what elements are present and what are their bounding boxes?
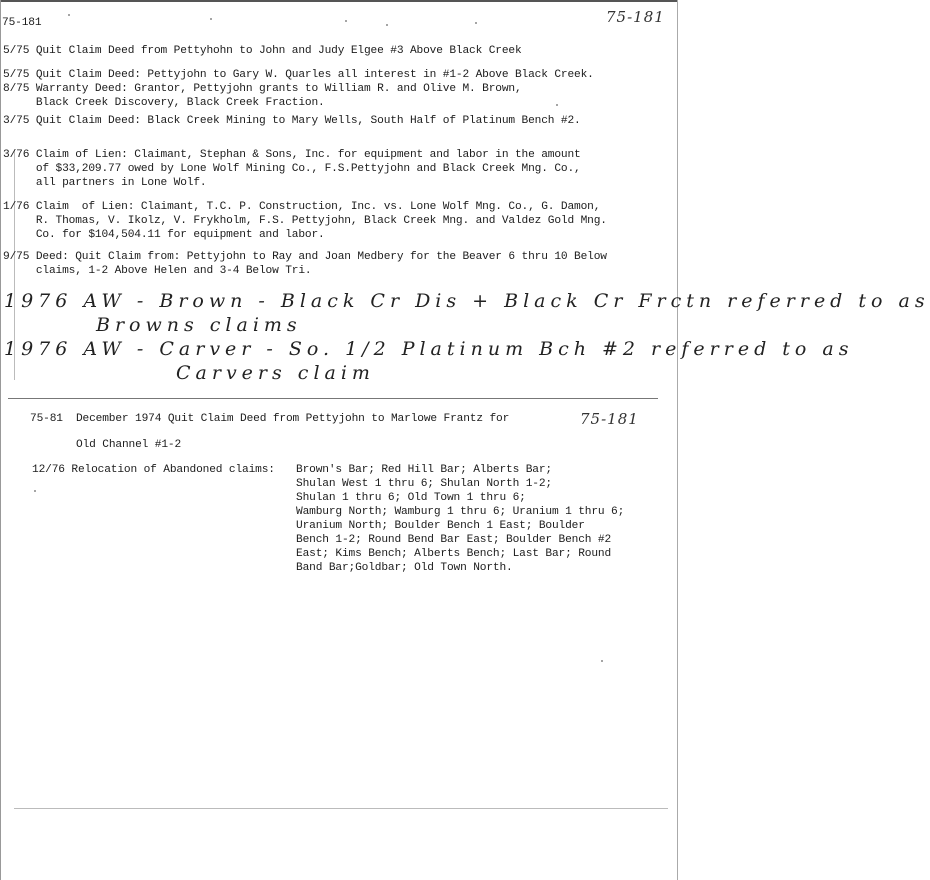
entry-line: R. Thomas, V. Ikolz, V. Frykholm, F.S. Pettyjohn, Black Creek Mng. and Valdez Gold Mng.	[3, 215, 607, 227]
page-right-border	[677, 0, 678, 880]
entry-line: 3/76 Claim of Lien: Claimant, Stephan & Sons, Inc. for equipment and labor in the amount	[3, 149, 581, 161]
document-code: 75-181	[2, 17, 42, 29]
entry-line: 9/75 Deed: Quit Claim from: Pettyjohn to Ray and Joan Medbery for the Beaver 6 thru 10 Below	[3, 251, 607, 263]
relocation-line: East; Kims Bench; Alberts Bench; Last Bar; Round	[296, 548, 612, 560]
entry-line: 8/75 Warranty Deed: Grantor, Pettyjohn grants to William R. and Olive M. Brown,	[3, 83, 522, 95]
relocation-line: Uranium North; Boulder Bench 1 East; Boulder	[296, 520, 585, 532]
handwritten-note-carver: 1976 AW - Carver - So. 1/2 Platinum Bch #2 referred to as	[4, 338, 854, 360]
scan-speck	[601, 660, 603, 662]
entry-line: all partners in Lone Wolf.	[3, 177, 207, 189]
scan-speck	[34, 490, 36, 492]
section-divider	[8, 398, 658, 399]
relocation-line: Bench 1-2; Round Bend Bar East; Boulder Bench #2	[296, 534, 612, 546]
lower-heading: 75-81 December 1974 Quit Claim Deed from Pettyjohn to Marlowe Frantz for	[30, 413, 510, 425]
handwritten-note-brown: 1976 AW - Brown - Black Cr Dis + Black Cr Frctn referred to as	[4, 290, 930, 312]
relocation-line: Brown's Bar; Red Hill Bar; Alberts Bar;	[296, 464, 552, 476]
entry-line: claims, 1-2 Above Helen and 3-4 Below Tri.	[3, 265, 312, 277]
relocation-line: Shulan 1 thru 6; Old Town 1 thru 6;	[296, 492, 526, 504]
relocation-line: Wamburg North; Wamburg 1 thru 6; Uranium 1 thru 6;	[296, 506, 625, 518]
paste-bottom-edge	[14, 808, 668, 809]
lower-heading-cont: Old Channel #1-2	[76, 439, 182, 451]
scan-speck	[386, 24, 388, 26]
handwritten-stamp-lower: 75-181	[580, 410, 639, 428]
entry-line: 1/76 Claim of Lien: Claimant, T.C. P. Construction, Inc. vs. Lone Wolf Mng. Co., G. Damon,	[3, 201, 601, 213]
scan-speck	[475, 22, 477, 24]
handwritten-note-brown-cont: Browns claims	[96, 314, 302, 336]
handwritten-stamp-top: 75-181	[606, 8, 665, 26]
relocation-line: Shulan West 1 thru 6; Shulan North 1-2;	[296, 478, 552, 490]
scan-speck	[210, 18, 212, 20]
entry-line: Black Creek Discovery, Black Creek Fraction.	[3, 97, 325, 109]
entry-line: 5/75 Quit Claim Deed from Pettyhohn to John and Judy Elgee #3 Above Black Creek	[3, 45, 522, 57]
scan-speck	[556, 104, 558, 106]
handwritten-note-carver-cont: Carvers claim	[176, 362, 375, 384]
entry-line: Co. for $104,504.11 for equipment and labor.	[3, 229, 325, 241]
entry-line: 3/75 Quit Claim Deed: Black Creek Mining to Mary Wells, South Half of Platinum Bench #2.	[3, 115, 581, 127]
entry-line: 5/75 Quit Claim Deed: Pettyjohn to Gary W. Quarles all interest in #1-2 Above Black Creek.	[3, 69, 594, 81]
relocation-label: 12/76 Relocation of Abandoned claims:	[32, 464, 275, 476]
scan-speck	[345, 20, 347, 22]
entry-line: of $33,209.77 owed by Lone Wolf Mining Co., F.S.Pettyjohn and Black Creek Mng. Co.,	[3, 163, 581, 175]
page-top-border	[0, 0, 678, 2]
relocation-line: Band Bar;Goldbar; Old Town North.	[296, 562, 513, 574]
scan-speck	[68, 14, 70, 16]
page-left-border	[0, 0, 1, 880]
